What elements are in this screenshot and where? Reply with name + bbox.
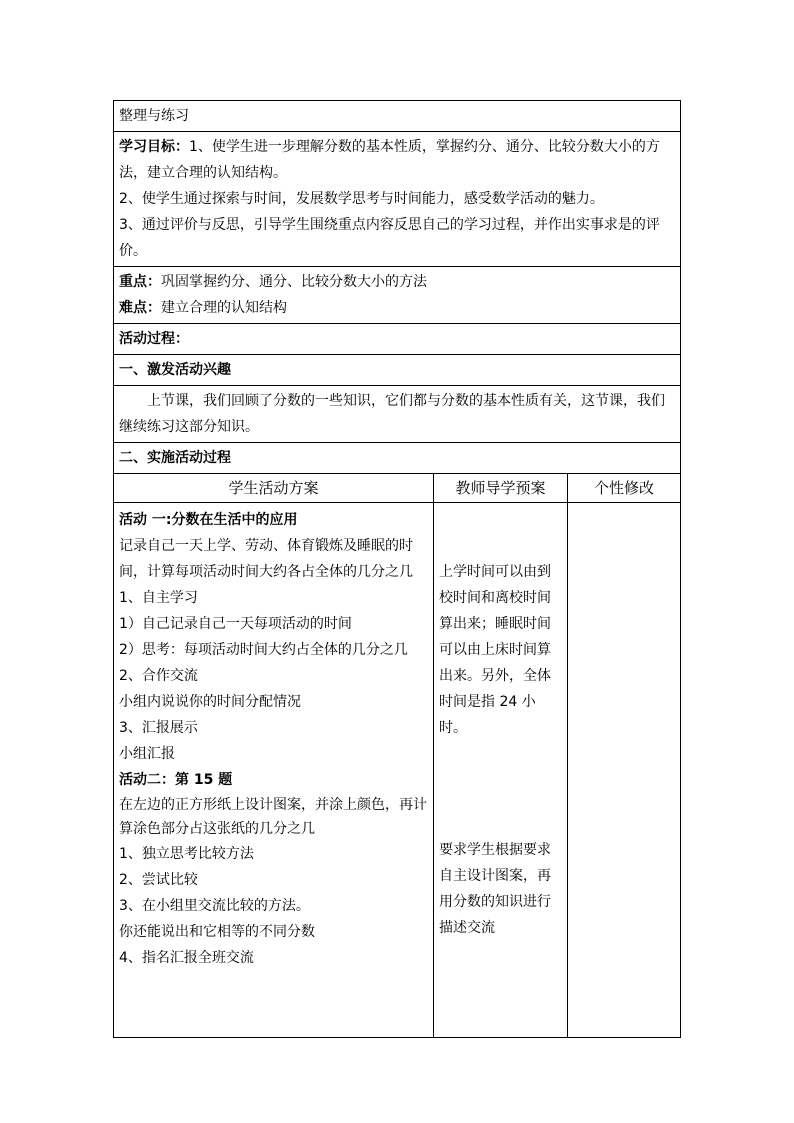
activity2-teacher-note: 要求学生根据要求自主设计图案，再用分数的知识进行描述交流 [439, 842, 551, 936]
process-label: 活动过程： [119, 331, 189, 347]
section2-heading: 二、实施活动过程 [119, 450, 231, 466]
table-header-row [113, 474, 681, 503]
table-body-row [113, 503, 681, 1038]
objectives-label: 学习目标： [119, 139, 189, 155]
activity1-line: 1）自己记录自己一天每项活动的时间 [119, 616, 352, 632]
activity1-line: 1、自主学习 [119, 590, 198, 606]
objective-1: 学习目标：1、使学生进一步理解分数的基本性质，掌握约分、通分、比较分数大小的方法，建立合理的认知结构。 [119, 139, 660, 181]
activity1-line: 3、汇报展示 [119, 720, 198, 736]
activity2-line: 你还能说出和它相等的不同分数 [119, 924, 315, 940]
key-point: 重点：巩固掌握约分、通分、比较分数大小的方法 [119, 274, 427, 290]
student-plan-cell [114, 503, 434, 1037]
lesson-plan-document [113, 100, 681, 1038]
process-label-row [113, 324, 681, 355]
section1-text-row [113, 386, 681, 443]
section2-heading-row [113, 443, 681, 474]
page-title: 整理与练习 [119, 108, 189, 124]
objectives-row [113, 132, 681, 267]
activity2-line: 在左边的正方形纸上设计图案，并涂上颜色，再计算涂色部分占这张纸的几分之几 [119, 797, 427, 837]
key-points-row [113, 267, 681, 324]
activity1-line: 记录自己一天上学、劳动、体育锻炼及睡眠的时间，计算每项活动时间大约各占全体的几分之几 [119, 538, 413, 580]
activity2-line: 4、指名汇报全班交流 [119, 950, 254, 966]
section1-heading: 一、激发活动兴趣 [119, 362, 231, 378]
activity1-line: 小组汇报 [119, 746, 175, 762]
activity1-line: 小组内说说你的时间分配情况 [119, 694, 301, 710]
objective-2: 2、使学生通过探索与时间，发展数学思考与时间能力，感受数学活动的魅力。 [119, 191, 604, 207]
activity2-title: 活动二：第 15 题 [119, 772, 233, 788]
personal-edit-cell [568, 503, 680, 1037]
column-header-teacher-plan: 教师导学预案 [434, 474, 568, 502]
difficult-point: 难点：建立合理的认知结构 [119, 300, 287, 316]
column-header-personal-edit: 个性修改 [593, 479, 654, 497]
activity2-line: 3、在小组里交流比较的方法。 [119, 898, 310, 914]
section1-heading-row [113, 355, 681, 386]
column-header-student-plan: 学生活动方案 [114, 474, 434, 502]
title-row [113, 100, 681, 132]
activity1-teacher-note: 上学时间可以由到校时间和离校时间算出来；睡眠时间可以由上床时间算出来。另外，全体时间是指 24 小时。 [439, 564, 551, 736]
activity1-line: 2）思考：每项活动时间大约占全体的几分之几 [119, 642, 408, 658]
section1-text: 上节课，我们回顾了分数的一些知识，它们都与分数的基本性质有关，这节课，我们继续练习这部分知识。 [119, 393, 665, 435]
activity2-line: 2、尝试比较 [119, 872, 198, 888]
activity1-line: 2、合作交流 [119, 668, 198, 684]
teacher-plan-cell [434, 503, 568, 1037]
activity1-title: 活动 一:分数在生活中的应用 [119, 512, 298, 528]
objective-3: 3、通过评价与反思，引导学生围绕重点内容反思自己的学习过程，并作出实事求是的评价。 [119, 217, 660, 259]
activity2-line: 1、独立思考比较方法 [119, 846, 254, 862]
